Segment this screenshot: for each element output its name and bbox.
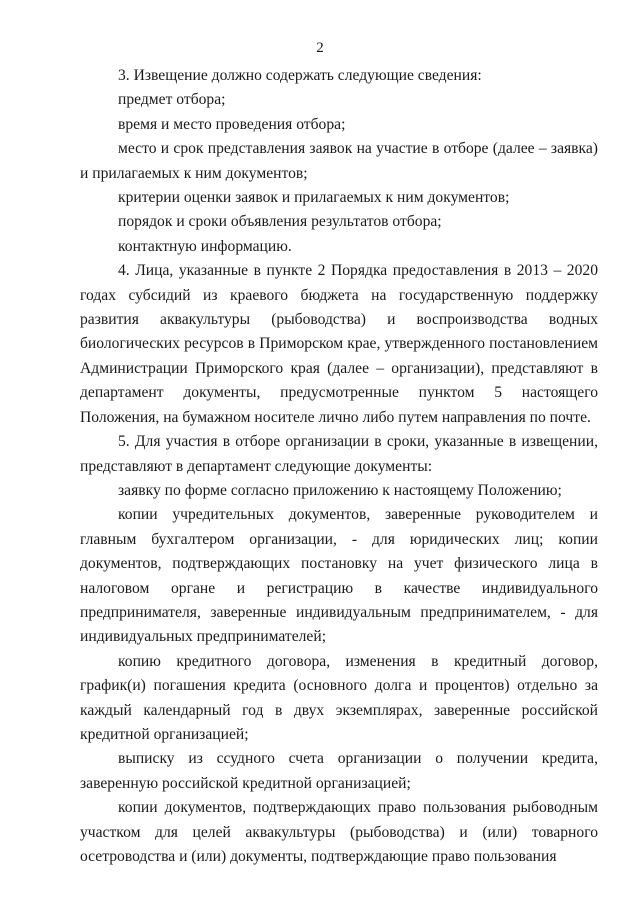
document-body: [80, 64, 598, 869]
paragraph-contact-info: контактную информацию.: [118, 237, 292, 255]
paragraph-credit-agreement: копию кредитного договора, изменения в кредитный договор, график(и) погашения кредита (основного долга и процентов) отдельно за каждый календарный год в двух экземплярах, заверенные российской кредитной организацией;: [80, 652, 598, 743]
paragraph-notice-contents: 3. Извещение должно содержать следующие сведения:: [118, 67, 482, 84]
paragraph-application-place-deadline: место и срок представления заявок на участие в отборе (далее – заявка) и прилагаемых к ним документов;: [80, 140, 598, 182]
paragraph-results-announcement: порядок и сроки объявления результатов отбора;: [118, 213, 442, 231]
paragraph-evaluation-criteria: критерии оценки заявок и прилагаемых к ним документов;: [118, 189, 510, 207]
page-number: 2: [316, 40, 324, 56]
paragraph-selection-subject: предмет отбора;: [118, 91, 226, 109]
paragraph-clause-4: 4. Лица, указанные в пункте 2 Порядка предоставления в 2013 – 2020 годах субсидий из краевого бюджета на государственную поддержку развития аквакультуры (рыбоводства) и воспроизводства водных биологических ресурсов в Приморском крае, утвержденного постановлением Администрации Приморского края (далее – организации), представляют в департамент документы, предусмотренные пунктом 5 настоящего Положения, на бумажном носителе лично либо путем направления по почте.: [80, 262, 598, 426]
paragraph-fish-farming-rights: копии документов, подтверждающих право пользования рыбоводным участком для целей аквакультуры (рыбоводства) и (или) товарного осетроводства и (или) документы, подтверждающие право пользования: [80, 799, 598, 865]
paragraph-loan-account-statement: выписку из ссудного счета организации о получении кредита, заверенную российской кредитной организацией;: [80, 750, 598, 792]
paragraph-application-form: заявку по форме согласно приложению к настоящему Положению;: [118, 481, 562, 499]
paragraph-selection-time-place: время и место проведения отбора;: [118, 115, 346, 133]
paragraph-clause-5: 5. Для участия в отборе организации в сроки, указанные в извещении, представляют в департамент следующие документы:: [80, 433, 598, 475]
paragraph-founding-documents: копии учредительных документов, заверенные руководителем и главным бухгалтером организации, - для юридических лиц; копии документов, подтверждающих постановку на учет физического лица в налоговом органе и регистрацию в качестве индивидуального предпринимателя, заверенные индивидуальным предпринимателем, - для индивидуальных предпринимателей;: [80, 506, 598, 646]
